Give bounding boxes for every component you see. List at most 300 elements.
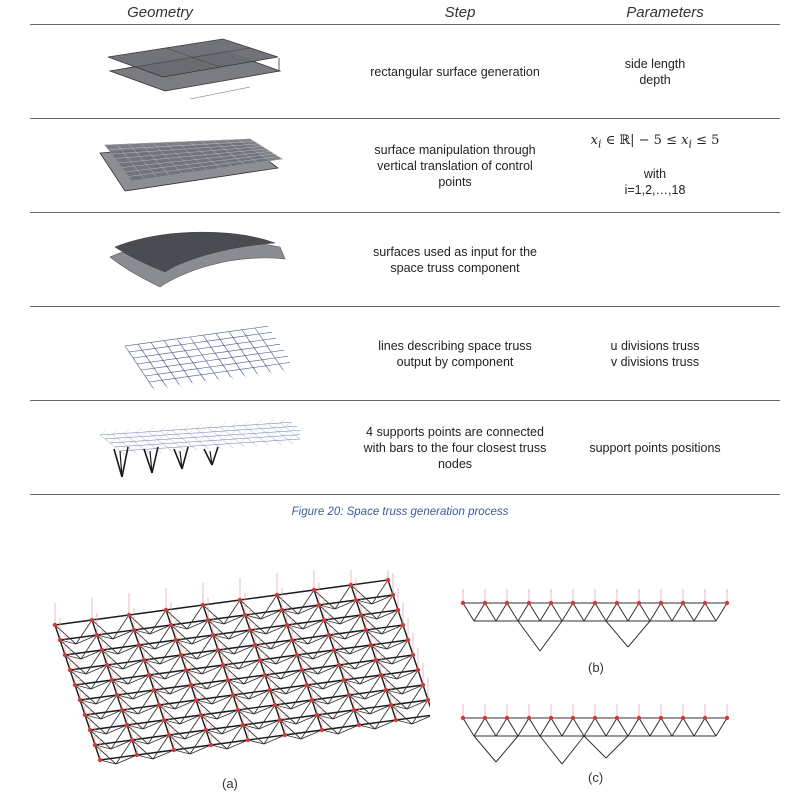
truss-bar [208,423,214,428]
truss-bar [295,435,300,439]
web-bar [518,718,529,736]
truss-bar [162,378,175,380]
web-bar [705,718,716,736]
geometry-image-truss-lines [70,311,290,396]
truss-node [167,733,171,737]
truss-bar [141,370,147,378]
truss-node [238,598,242,602]
truss-bar [117,438,122,442]
truss-node [137,643,141,647]
truss-node [278,718,282,722]
geometry-image-rect-surface [70,29,290,114]
web-bar [518,603,529,621]
truss-bar [112,434,117,438]
truss-bar [129,437,134,441]
table-row [30,119,780,213]
truss-bar [256,425,261,429]
truss-bar [155,347,168,349]
truss-node [88,728,92,732]
truss-node [396,608,400,612]
truss-node [357,723,361,727]
web-bar [650,718,661,736]
truss-bar [228,351,234,359]
support-bar [606,736,628,758]
truss-bar [197,369,203,377]
truss-bar [168,447,180,448]
truss-bar [100,430,106,435]
truss-bar [254,346,267,348]
truss-bar [228,350,241,352]
truss-node [322,618,326,622]
step-text: lines describing space truss output by component [378,338,532,369]
figure-caption: Figure 20: Space truss generation process [291,506,509,518]
parameters-cell [575,307,735,400]
web-bar [639,718,650,736]
truss-node [226,678,230,682]
top-chord [403,625,408,640]
truss-node [179,653,183,657]
truss-bar [240,368,253,370]
truss-node [317,603,321,607]
truss-bar [163,444,168,448]
truss-bar [232,357,238,365]
web-bar [584,718,595,736]
step-text: 4 supports points are connected with bars to the four closest truss nodes [363,424,547,471]
web-bar [474,718,485,736]
truss-bar [271,437,276,441]
truss-bar [232,426,237,430]
truss-node [201,603,205,607]
truss-bar [158,372,171,374]
truss-node [406,638,410,642]
truss-bar [214,371,227,373]
parameter-item: v divisions truss [610,354,700,369]
truss-node [421,683,425,687]
truss-bar [168,347,174,355]
truss-node [125,723,129,727]
truss-bar [145,374,158,376]
truss-bar [189,433,194,437]
support-bar [606,621,628,647]
subfigure-label-a: (a) [222,776,238,791]
parameter-item: side length [624,56,686,71]
truss-bar [267,346,273,354]
truss-node [681,716,685,720]
truss-bar [246,334,259,336]
truss-bar [159,353,172,355]
truss-bar [201,373,214,375]
step-text: rectangular surface generation [370,64,540,79]
truss-bar [146,441,151,445]
truss-bar [170,439,175,443]
parameter-math: $x_i$ ∈ ℝ| − $5 \le x_i \le 5$ [590,132,720,151]
truss-node [147,673,151,677]
truss-node [110,678,114,682]
truss-bar [220,338,233,340]
web-bar [617,603,628,621]
truss-node [347,693,351,697]
truss-bar [164,339,177,341]
truss-node [505,601,509,605]
truss-node [258,658,262,662]
truss-bar [247,438,252,442]
truss-bar [120,450,132,451]
truss-node [389,703,393,707]
truss-bar [210,367,216,375]
truss-bar [213,432,218,436]
truss-bar [264,441,276,442]
truss-bar [229,330,242,332]
truss-bar [158,374,164,382]
truss-node [236,708,240,712]
truss-bar [168,345,181,347]
truss-bar [176,359,182,367]
truss-bar [198,347,211,349]
truss-bar [137,362,150,364]
truss-bar [254,433,259,437]
truss-bar [100,435,105,439]
truss-node [172,748,176,752]
truss-bar [193,363,199,371]
truss-bar [253,368,259,376]
web-bar [540,718,551,736]
truss-bar [162,380,168,388]
top-chord [203,600,240,605]
truss-node [549,601,553,605]
truss-node [132,628,136,632]
truss-bar [245,354,258,356]
truss-bar [136,428,142,433]
truss-bar [276,441,281,445]
truss-bar [208,428,213,432]
web-bar [716,603,727,621]
truss-bar [288,439,300,440]
truss-bar [167,366,173,374]
truss-bar [160,431,165,435]
truss-node [95,633,99,637]
truss-bar [273,428,278,432]
truss-node [483,601,487,605]
truss-bar [171,372,177,380]
truss-node [549,716,553,720]
header-parameters: Parameters [626,4,704,21]
truss-bar [151,341,164,343]
truss-bar [154,366,167,368]
truss-bar [249,429,254,433]
truss-bar [155,348,161,356]
truss-bar [184,424,190,429]
truss-bar [290,431,295,435]
web-bar [474,603,485,621]
truss-bar [172,430,177,434]
truss-node [115,693,119,697]
truss-bar [142,350,148,358]
truss-bar [242,328,255,330]
truss-bar [190,337,196,345]
truss-bar [124,433,129,437]
truss-bar [216,333,222,341]
truss-bar [189,357,195,365]
top-chord [428,700,430,715]
truss-bar [220,422,226,427]
truss-bar [129,352,135,360]
truss-bar [206,437,211,441]
truss-bar [148,432,153,436]
top-chord [166,605,203,610]
web-bar [529,718,540,736]
web-bar [650,603,661,621]
truss-bar [133,358,139,366]
truss-node [342,678,346,682]
truss-bar [223,363,236,365]
truss-node [461,716,465,720]
parameters-cell [575,119,735,212]
truss-bar [263,340,269,348]
truss-node [637,716,641,720]
truss-bar [149,382,155,390]
truss-bar [244,420,250,425]
truss-bar [255,328,261,336]
truss-bar [211,345,224,347]
truss-bar [233,338,239,346]
support-bar [212,447,218,465]
truss-bar [180,363,193,365]
truss-bar [268,419,274,424]
web-bar [628,718,639,736]
step-text: surface manipulation through vertical translation of control points [374,142,536,189]
parameter-item: support points positions [589,440,721,455]
truss-node [142,658,146,662]
truss-node [93,743,97,747]
truss-node [174,638,178,642]
truss-bar [242,434,247,438]
truss-node [253,643,257,647]
web-bar [496,718,507,736]
truss-bar [189,355,202,357]
web-bar [694,718,705,736]
truss-bar [168,448,173,452]
truss-bar [250,342,256,350]
truss-bar [280,418,286,423]
truss-node [352,708,356,712]
top-chord [418,670,423,685]
truss-bar [201,375,207,383]
truss-bar [122,442,127,446]
truss-bar [227,371,233,379]
truss-node [725,716,729,720]
truss-bar [181,343,194,345]
truss-bar [240,442,252,443]
truss-node [78,698,82,702]
top-chord [388,580,393,595]
truss-node [280,608,284,612]
truss-bar [215,353,221,361]
top-chord [393,595,398,610]
truss-bar [228,443,240,444]
truss-bar [141,368,154,370]
truss-bar [283,436,288,440]
truss-node [327,633,331,637]
truss-node [681,601,685,605]
truss-bar [188,377,194,385]
truss-node [615,601,619,605]
truss-bar [237,430,242,434]
truss-bar [219,357,232,359]
truss-node [164,608,168,612]
web-bar [639,603,650,621]
truss-bar [190,335,203,337]
truss-node [68,668,72,672]
truss-node [241,723,245,727]
truss-bar [249,362,255,370]
truss-bar [262,358,275,360]
web-bar [463,718,474,736]
truss-bar [266,366,272,374]
truss-node [243,613,247,617]
web-bar [551,718,562,736]
parameters-cell [575,213,735,306]
truss-bar [223,440,228,444]
truss-bar [224,344,237,346]
step-text: surfaces used as input for the space truss component [373,244,537,275]
support-bar [496,736,518,762]
truss-node [221,663,225,667]
truss-bar [275,358,281,366]
truss-node [394,718,398,722]
table-row [30,213,780,307]
truss-node [305,683,309,687]
truss-bar [264,441,269,445]
truss-bar [164,341,170,349]
truss-bar [271,352,277,360]
parameter-item: u divisions truss [610,338,700,353]
truss-bar [254,348,260,356]
truss-node [204,728,208,732]
web-bar [694,603,705,621]
truss-node [349,583,353,587]
truss-bar [188,375,201,377]
truss-bar [175,443,180,447]
truss-bar [151,445,156,449]
truss-bar [184,371,190,379]
web-bar [617,718,628,736]
web-bar [463,603,474,621]
truss-bar [180,446,192,447]
truss-bar [267,344,280,346]
truss-bar [172,351,185,353]
truss-bar [181,345,187,353]
truss-bar [132,450,137,454]
truss-bar [149,380,162,382]
truss-node [369,643,373,647]
truss-node [461,601,465,605]
web-bar [705,603,716,621]
truss-bar [275,356,288,358]
truss-bar [268,424,273,428]
truss-bar [167,365,180,367]
truss-bar [249,360,262,362]
truss-bar [146,354,159,356]
truss-bar [185,351,191,359]
truss-node [593,601,597,605]
truss-bar [163,360,169,368]
truss-node [283,733,287,737]
top-chord [413,655,418,670]
truss-bar [124,428,130,433]
web-bar [485,603,496,621]
truss-bar [192,446,197,450]
truss-node [157,703,161,707]
truss-node [354,598,358,602]
truss-bar [132,449,144,450]
truss-bar [125,346,131,354]
truss-bar [232,421,238,426]
truss-bar [193,361,206,363]
support-bar [518,621,540,651]
web-bar [562,718,573,736]
truss-bar [230,435,235,439]
truss-node [416,668,420,672]
web-bar [485,718,496,736]
truss-bar [202,353,215,355]
truss-bar [241,350,247,358]
truss-node [248,628,252,632]
truss-bar [259,437,264,441]
web-bar [672,603,683,621]
truss-node [194,698,198,702]
truss-bar [153,436,158,440]
parameters-cell [575,25,735,118]
truss-bar [115,447,120,451]
truss-bar [148,427,154,432]
truss-bar [138,344,144,352]
truss-node [295,653,299,657]
truss-bar [134,441,139,445]
truss-bar [262,360,268,368]
support-bar [562,736,584,764]
truss-bar [203,333,216,335]
truss-node [130,738,134,742]
truss-bar [255,326,268,328]
truss-node [615,716,619,720]
truss-node [63,653,67,657]
truss-bar [241,348,254,350]
truss-bar [224,345,230,353]
truss-bar [142,348,155,350]
truss-node [391,593,395,597]
support-bar [182,447,188,469]
truss-bar [146,356,152,364]
top-chord [423,685,428,700]
truss-bar [194,437,199,441]
header-step: Step [444,4,476,21]
parameters-cell [575,401,735,494]
truss-bar [192,445,204,446]
truss-node [426,698,430,702]
truss-bar [201,433,206,437]
truss-bar [150,362,156,370]
figure-c-truss-elevation [455,700,745,770]
web-bar [562,603,573,621]
truss-node [98,758,102,762]
truss-node [189,683,193,687]
web-bar [683,603,694,621]
web-bar [584,603,595,621]
truss-bar [180,365,186,373]
truss-node [152,688,156,692]
truss-node [83,713,87,717]
truss-bar [220,427,225,431]
